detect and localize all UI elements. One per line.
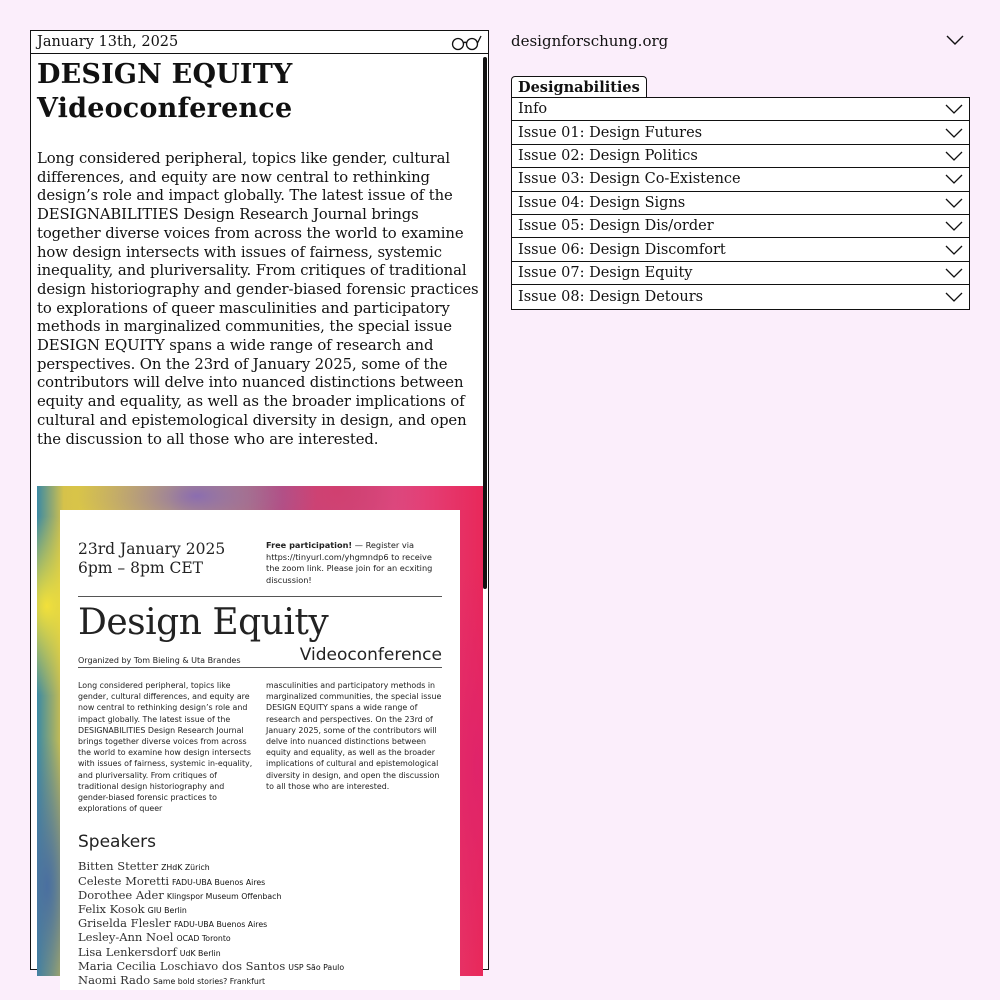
menu-item-label: Issue 08: Design Detours [518,288,704,305]
chevron-down-icon [945,268,963,278]
speaker-affiliation: FADU-UBA Buenos Aires [173,920,268,930]
menu-item-label: Issue 07: Design Equity [518,264,693,281]
speaker-affiliation: GIU Berlin [147,906,187,916]
menu-item-label: Issue 04: Design Signs [518,194,686,211]
issue-menu [511,97,970,310]
speakers-list [78,860,442,988]
menu-item-info[interactable] [512,98,969,121]
title-line-1: DESIGN EQUITY [37,59,293,90]
poster-text-columns [78,680,442,814]
site-link[interactable]: designforschung.org [511,32,669,50]
menu-item-issue-02[interactable] [512,145,969,168]
speaker-name: Celeste Moretti [78,873,169,888]
menu-item-label: Issue 01: Design Futures [518,124,703,141]
chevron-down-icon [945,104,963,114]
chevron-down-icon [945,221,963,231]
poster-divider [78,596,442,597]
menu-item-label: Issue 05: Design Dis/order [518,218,714,235]
poster-reg-bold: Free participation! [266,540,353,550]
article-body: Long considered peripheral, topics like gender, cultural differences, and equity are now central to rethinking design’s role and impact globally. The latest issue of the DESIGNABILITIES Design Research Journal brings together diverse voices from across the world to examine how design intersects with issues of fairness, systemic inequality, and pluriversality. From critiques of traditional design historiography and gender-biased forensic practices to explorations of queer masculinities and participatory methods in marginalized communities, the special issue DESIGN EQUITY spans a wide range of research and perspectives. On the 23rd of January 2025, some of the contributors will delve into nuanced distinctions between equity and equality, as well as the broader implications of cultural and epistemological diversity in design, and open the discussion to all those who are interested. [37,150,479,448]
speaker-name: Lesley-Ann Noel [78,930,174,945]
chevron-down-icon [945,151,963,161]
tab-designabilities[interactable]: Designabilities [511,76,647,98]
event-poster [37,486,483,988]
speaker-item [78,974,442,988]
menu-item-issue-04[interactable] [512,192,969,215]
speaker-affiliation: USP São Paulo [288,962,345,972]
scrollbar[interactable] [483,57,487,589]
speaker-affiliation: ZHdK Zürich [161,863,210,873]
menu-item-label: Issue 02: Design Politics [518,147,698,164]
poster-title: Design Equity [78,602,329,643]
poster-top-row [78,540,442,586]
chevron-down-icon [945,128,963,138]
speaker-item [78,917,442,931]
speaker-item [78,946,442,960]
poster-subtitle: Videoconference [299,645,442,665]
menu-item-issue-08[interactable] [512,285,969,308]
glasses-icon[interactable] [450,33,482,51]
menu-item-issue-03[interactable] [512,168,969,191]
speaker-item [78,960,442,974]
poster-org-row [78,645,442,668]
article-panel [30,30,489,988]
article-title [31,54,488,126]
menu-item-label: Info [518,101,548,118]
poster-col-1: Long considered peripheral, topics like gender, cultural differences, and equity are now central to rethinking design’s role and impact globally. The latest issue of the DESIGNABILITIES Design Research Journal brings together diverse voices from across the world to examine how design intersects with issues of fairness, systemic in-equality, and pluriversality. From critiques of traditional design historiography and gender-biased forensic practices to explorations of queer [78,681,253,814]
menu-item-issue-07[interactable] [512,262,969,285]
speaker-name: Dorothee Ader [78,887,164,902]
menu-item-issue-06[interactable] [512,238,969,261]
menu-item-label: Issue 03: Design Co-Existence [518,171,741,188]
chevron-down-icon[interactable] [946,34,964,46]
speaker-affiliation: Same bold stories? Frankfurt [153,977,266,987]
title-line-2: Videoconference [37,93,293,124]
speaker-item [78,903,442,917]
poster-date [78,540,225,586]
speaker-name: Maria Cecilia Loschiavo dos Santos [78,958,286,973]
speaker-name: Bitten Stetter [78,859,159,874]
poster-date-line-2: 6pm – 8pm CET [78,559,204,577]
poster-card [60,510,460,990]
speaker-affiliation: FADU-UBA Buenos Aires [172,877,266,887]
poster-date-line-1: 23rd January 2025 [78,540,226,558]
speaker-affiliation: UdK Berlin [179,948,221,958]
speaker-name: Griselda Flesler [78,916,171,931]
chevron-down-icon [945,174,963,184]
chevron-down-icon [945,292,963,302]
article-date: January 13th, 2025 [37,34,179,50]
chevron-down-icon [945,198,963,208]
speaker-item [78,889,442,903]
speaker-item [78,875,442,889]
chevron-down-icon [945,245,963,255]
speaker-name: Felix Kosok [78,902,145,917]
poster-col-2: masculinities and participatory methods in marginalized communities, the special issue DESIGN EQUITY spans a wide range of research and perspectives. On the 23rd of January 2025, some of the contributors will delve into nuanced distinctions between equity and equality, as well as the broader implications of cultural and epistemological diversity in design, and open the discussion to all those who are interested. [266,681,442,791]
menu-item-issue-01[interactable] [512,121,969,144]
speaker-affiliation: Klingspor Museum Offenbach [166,891,282,901]
speaker-name: Lisa Lenkersdorf [78,944,177,959]
article-header [31,31,488,54]
menu-item-issue-05[interactable] [512,215,969,238]
speaker-name: Naomi Rado [78,973,151,988]
poster-registration [266,540,442,586]
speaker-affiliation: OCAD Toronto [176,934,231,944]
poster-organizers: Organized by Tom Bieling & Uta Brandes [78,656,241,665]
speaker-item [78,860,442,874]
speakers-heading: Speakers [78,832,157,853]
poster-reg-text: — Register via https://tinyurl.com/yhgmndp6 to receive the zoom link. Please join for an ecxiting discussion! [266,540,433,585]
speaker-item [78,931,442,945]
menu-item-label: Issue 06: Design Discomfort [518,241,726,258]
